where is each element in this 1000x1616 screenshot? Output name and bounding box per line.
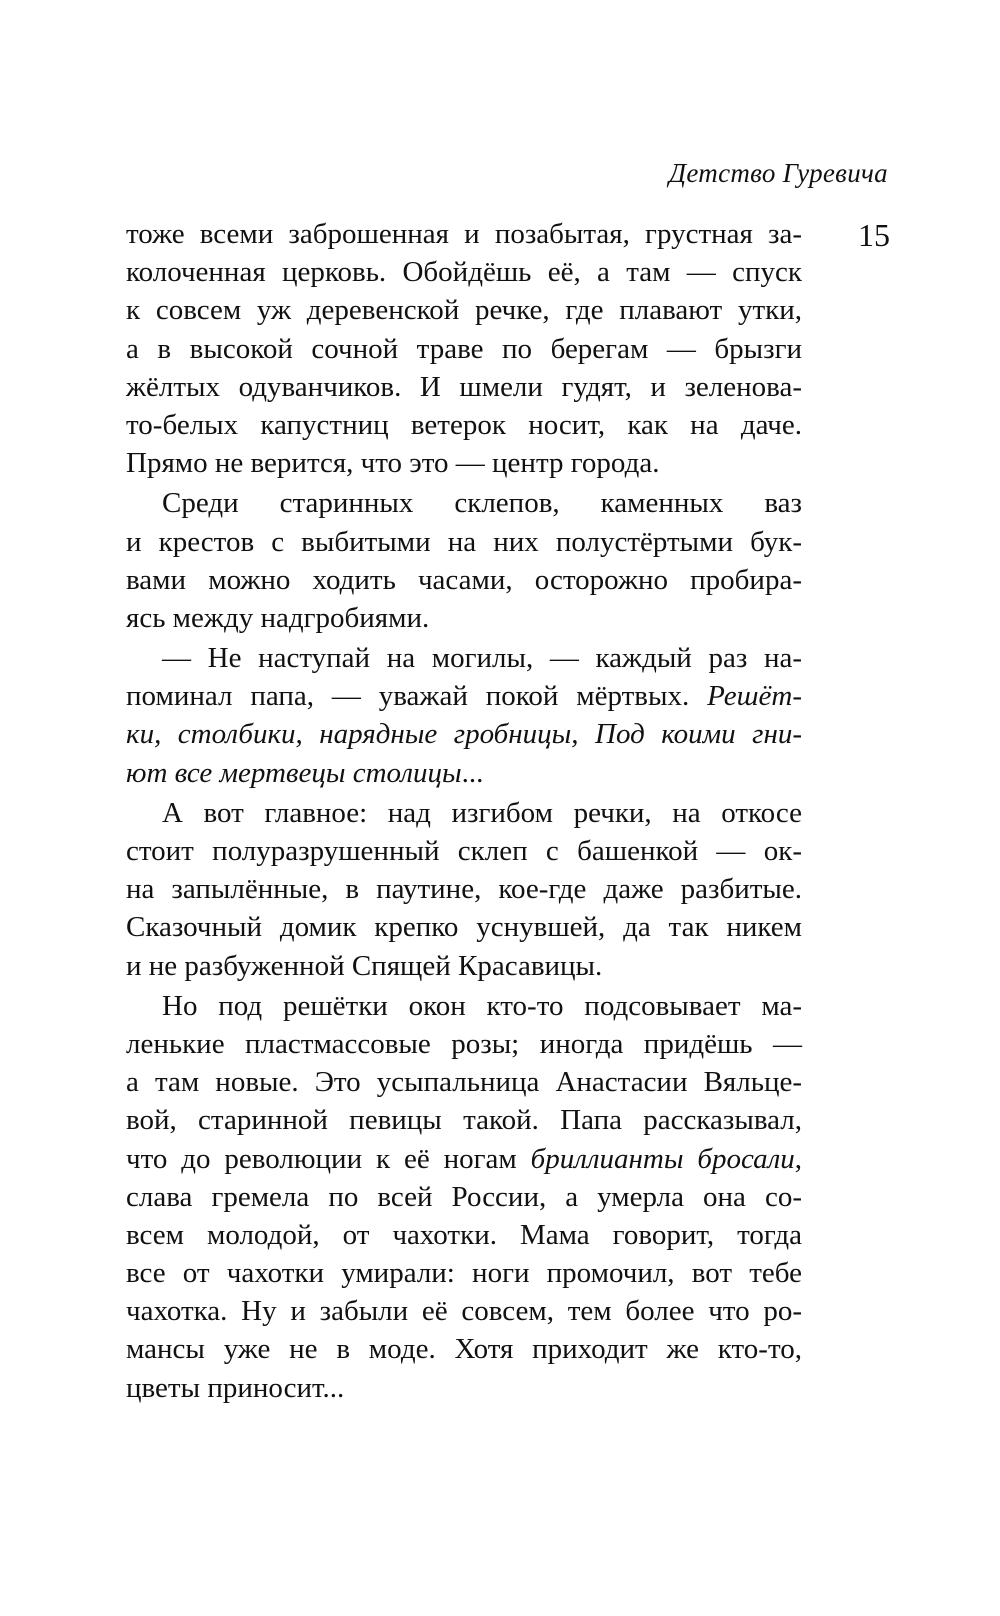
paragraph: [126, 639, 802, 792]
text-line: [126, 870, 802, 908]
text-run: вой, старинной певицы такой. Папа рассказывал,: [126, 1104, 802, 1137]
text-line: [126, 1292, 802, 1330]
text-line: [126, 215, 802, 253]
text-run: слава гремела по всей России, а умерла она со-: [126, 1180, 802, 1213]
text-line: [126, 754, 802, 792]
text-line: [126, 291, 802, 329]
paragraph: [126, 215, 802, 482]
text-run: и крестов с выбитыми на них полустёртыми бук-: [126, 525, 802, 558]
paragraph: [126, 484, 802, 637]
italic-run: ют все мертвецы столицы: [126, 756, 462, 789]
text-run: а там новые. Это усыпальница Анастасии Вяльце-: [126, 1066, 802, 1099]
text-line: [126, 1254, 802, 1292]
text-line: [126, 444, 802, 482]
text-line: [126, 1140, 802, 1178]
text-run: то-белых капустниц ветерок носит, как на даче.: [126, 408, 802, 441]
italic-run: Решёт-: [707, 680, 802, 713]
paragraph: [126, 987, 802, 1407]
text-run: ленькие пластмассовые розы; иногда придёшь —: [126, 1027, 802, 1060]
text-line: [126, 1330, 802, 1368]
text-line: [126, 1063, 802, 1101]
text-line: [126, 1178, 802, 1216]
text-run: и не разбуженной Спящей Красавицы.: [126, 949, 603, 982]
text-run: а в высокой сочной траве по берегам — брызги: [126, 332, 802, 365]
text-run: колоченная церковь. Обойдёшь её, а там — спуск: [126, 256, 802, 289]
text-line: [126, 1101, 802, 1139]
text-line: [126, 368, 802, 406]
text-run: Среди старинных склепов, каменных ваз: [162, 487, 802, 520]
text-run: всем молодой, от чахотки. Мама говорит, тогда: [126, 1218, 802, 1251]
text-run: А вот главное: над изгибом речки, на откосе: [162, 796, 802, 829]
text-line: [126, 947, 802, 985]
text-line: [126, 832, 802, 870]
body-text: [126, 215, 802, 1407]
text-run: Прямо не верится, что это — центр города.: [126, 447, 660, 480]
text-line: [126, 253, 802, 291]
text-run: тоже всеми заброшенная и позабытая, грустная за-: [126, 218, 802, 250]
text-run: ...: [461, 756, 484, 789]
text-line: [126, 1369, 802, 1407]
text-run: ясь между надгробиями.: [126, 601, 430, 634]
text-line: [126, 599, 802, 637]
text-run: Но под решётки окон кто-то подсовывает ма-: [162, 989, 802, 1022]
text-run: вами можно ходить часами, осторожно пробира-: [126, 563, 802, 596]
text-run: что до революции к её ногам: [126, 1142, 531, 1175]
text-line: [126, 987, 802, 1025]
text-run: все от чахотки умирали: ноги промочил, вот тебе: [126, 1257, 802, 1290]
text-run: на запылённые, в паутине, кое-где даже разбитые.: [126, 873, 802, 906]
text-line: [126, 523, 802, 561]
text-line: [126, 908, 802, 946]
text-line: [126, 794, 802, 832]
text-line: [126, 330, 802, 368]
text-run: к совсем уж деревенской речке, где плавают утки,: [126, 294, 802, 327]
text-run: ,: [794, 1142, 802, 1175]
text-line: [126, 1216, 802, 1254]
paragraph: [126, 794, 802, 985]
text-run: — Не наступай на могилы, — каждый раз на-: [162, 642, 802, 675]
page-number: 15: [858, 217, 890, 253]
text-run: чахотка. Ну и забыли её совсем, тем более что ро-: [126, 1295, 802, 1328]
text-line: [126, 484, 802, 522]
text-run: стоит полуразрушенный склеп с башенкой — ок-: [126, 835, 802, 867]
text-line: [126, 1025, 802, 1063]
text-run: Сказочный домик крепко уснувшей, да так никем: [126, 911, 802, 944]
text-line: [126, 561, 802, 599]
text-line: [126, 406, 802, 444]
italic-run: бриллианты бросали: [530, 1142, 795, 1175]
text-line: [126, 677, 802, 715]
text-line: [126, 715, 802, 753]
running-title: Детство Гуревича: [668, 158, 888, 188]
text-run: мансы уже не в моде. Хотя приходит же кто-то,: [126, 1333, 802, 1366]
text-run: поминал папа, — уважай покой мёртвых.: [126, 680, 708, 713]
text-run: цветы приносит...: [126, 1371, 345, 1404]
text-run: жёлтых одуванчиков. И шмели гудят, и зеленова-: [126, 370, 802, 403]
text-line: [126, 639, 802, 677]
italic-run: ки, столбики, нарядные гробницы, Под коими гни-: [126, 718, 802, 751]
